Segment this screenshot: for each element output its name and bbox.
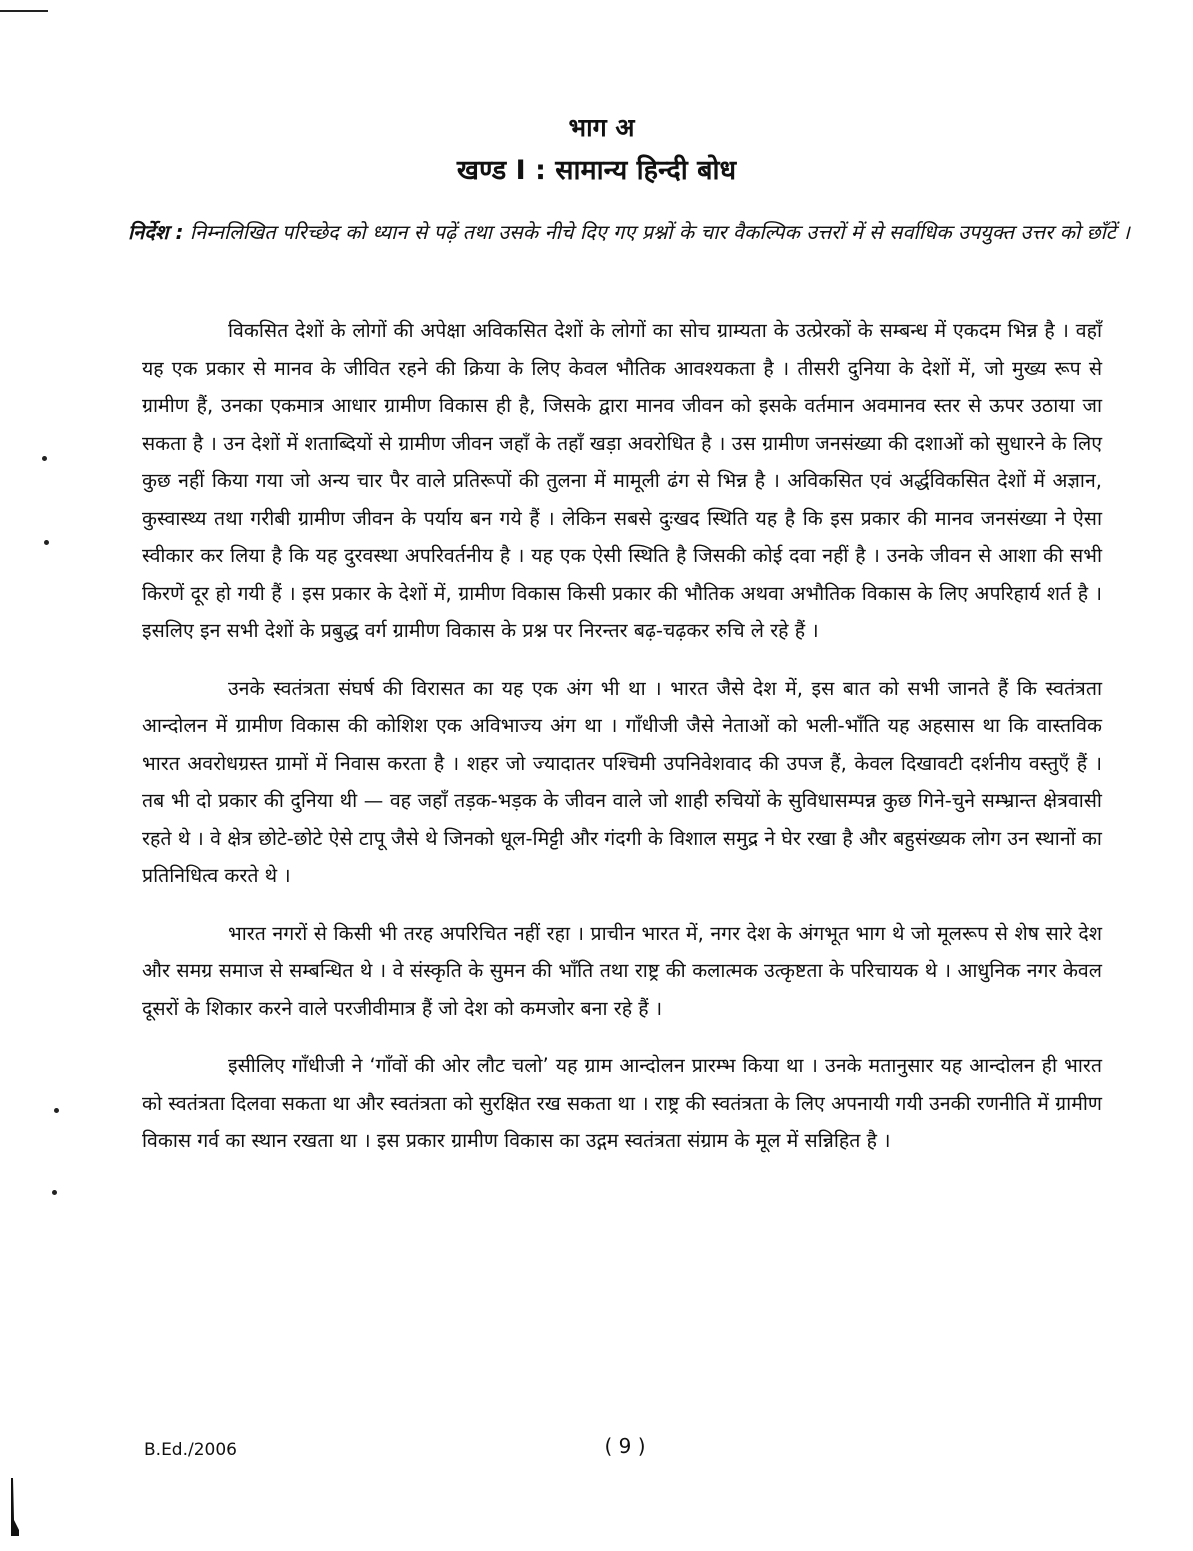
- footer-exam-code: B.Ed./2006: [144, 1440, 237, 1460]
- instructions: [128, 215, 1137, 249]
- margin-dot: [54, 1108, 59, 1113]
- margin-dot: [44, 540, 49, 545]
- margin-dot: [52, 1190, 57, 1195]
- top-rule: [0, 10, 48, 12]
- scan-mark: [10, 1478, 20, 1536]
- margin-dot: [42, 456, 47, 461]
- passage-paragraph-2: उनके स्वतंत्रता संघर्ष की विरासत का यह एक अंग भी था । भारत जैसे देश में, इस बात को सभी जानते हैं कि स्वतंत्रता आन्दोलन में ग्रामीण विकास की कोशिश एक अविभाज्य अंग था । गाँधीजी जैसे नेताओं को भली-भाँति यह अहसास था कि वास्तविक भारत अवरोधग्रस्त ग्रामों में निवास करता है । शहर जो ज्यादातर पश्चिमी उपनिवेशवाद की उपज हैं, केवल दिखावटी दर्शनीय वस्तुएँ हैं । तब भी दो प्रकार की दुनिया थी — वह जहाँ तड़क-भड़क के जीवन वाले जो शाही रुचियों के सुविधासम्पन्न कुछ गिने-चुने सम्भ्रान्त क्षेत्रवासी रहते थे । वे क्षेत्र छोटे-छोटे ऐसे टापू जैसे थे जिनको धूल-मिट्टी और गंदगी के विशाल समुद्र ने घेर रखा है और बहुसंख्यक लोग उन स्थानों का प्रतिनिधित्व करते थे ।: [142, 676, 1102, 887]
- passage: [142, 312, 1102, 1180]
- instructions-label: निर्देश :: [128, 220, 184, 244]
- passage-paragraph-3: भारत नगरों से किसी भी तरह अपरिचित नहीं रहा । प्राचीन भारत में, नगर देश के अंगभूत भाग थे जो मूलरूप से शेष सारे देश और समग्र समाज से सम्बन्धित थे । वे संस्कृति के सुमन की भाँति तथा राष्ट्र की कलात्मक उत्कृष्टता के परिचायक थे । आधुनिक नगर केवल दूसरों के शिकार करने वाले परजीवीमात्र हैं जो देश को कमजोर बना रहे हैं ।: [142, 921, 1102, 1020]
- passage-paragraph-1: विकसित देशों के लोगों की अपेक्षा अविकसित देशों के लोगों का सोच ग्राम्यता के उत्प्रेरकों के सम्बन्ध में एकदम भिन्न है । वहाँ यह एक प्रकार से मानव के जीवित रहने की क्रिया के लिए केवल भौतिक आवश्यकता है । तीसरी दुनिया के देशों में, जो मुख्य रूप से ग्रामीण हैं, उनका एकमात्र आधार ग्रामीण विकास ही है, जिसके द्वारा मानव जीवन को इसके वर्तमान अवमानव स्तर से ऊपर उठाया जा सकता है । उन देशों में शताब्दियों से ग्रामीण जीवन जहाँ के तहाँ खड़ा अवरोधित है । उस ग्रामीण जनसंख्या की दशाओं को सुधारने के लिए कुछ नहीं किया गया जो अन्य चार पैर वाले प्रतिरूपों की तुलना में मामूली ढंग से भिन्न है । अविकसित एवं अर्द्धविकसित देशों में अज्ञान, कुस्वास्थ्य तथा गरीबी ग्रामीण जीवन के पर्याय बन गये हैं । लेकिन सबसे दुःखद स्थिति यह है कि इस प्रकार की मानव जनसंख्या ने ऐसा स्वीकार कर लिया है कि यह दुरवस्था अपरिवर्तनीय है । यह एक ऐसी स्थिति है जिसकी कोई दवा नहीं है । उनके जीवन से आशा की सभी किरणें दूर हो गयी हैं । इस प्रकार के देशों में, ग्रामीण विकास किसी प्रकार की भौतिक अथवा अभौतिक विकास के लिए अपरिहार्य शर्त है । इसलिए इन सभी देशों के प्रबुद्ध वर्ग ग्रामीण विकास के प्रश्न पर निरन्तर बढ़-चढ़कर रुचि ले रहे हैं ।: [142, 319, 1102, 642]
- heading-block: [0, 110, 1193, 192]
- passage-paragraph-4: इसीलिए गाँधीजी ने ‘गाँवों की ओर लौट चलो’ यह ग्राम आन्दोलन प्रारम्भ किया था । उनके मतानुसार यह आन्दोलन ही भारत को स्वतंत्रता दिलवा सकता था और स्वतंत्रता को सुरक्षित रख सकता था । राष्ट्र की स्वतंत्रता के लिए अपनायी गयी उनकी रणनीति में ग्रामीण विकास गर्व का स्थान रखता था । इस प्रकार ग्रामीण विकास का उद्गम स्वतंत्रता संग्राम के मूल में सन्निहित है ।: [142, 1054, 1102, 1152]
- section-title: खण्ड I : सामान्य हिन्दी बोध: [456, 155, 737, 186]
- footer-page-number: ( 9 ): [604, 1434, 646, 1458]
- instructions-text: निम्नलिखित परिच्छेद को ध्यान से पढ़ें तथा उसके नीचे दिए गए प्रश्नों के चार वैकल्पिक उत्तरों में से सर्वाधिक उपयुक्त उत्तर को छाँटें ।: [189, 220, 1130, 244]
- part-title: भाग अ: [568, 113, 635, 142]
